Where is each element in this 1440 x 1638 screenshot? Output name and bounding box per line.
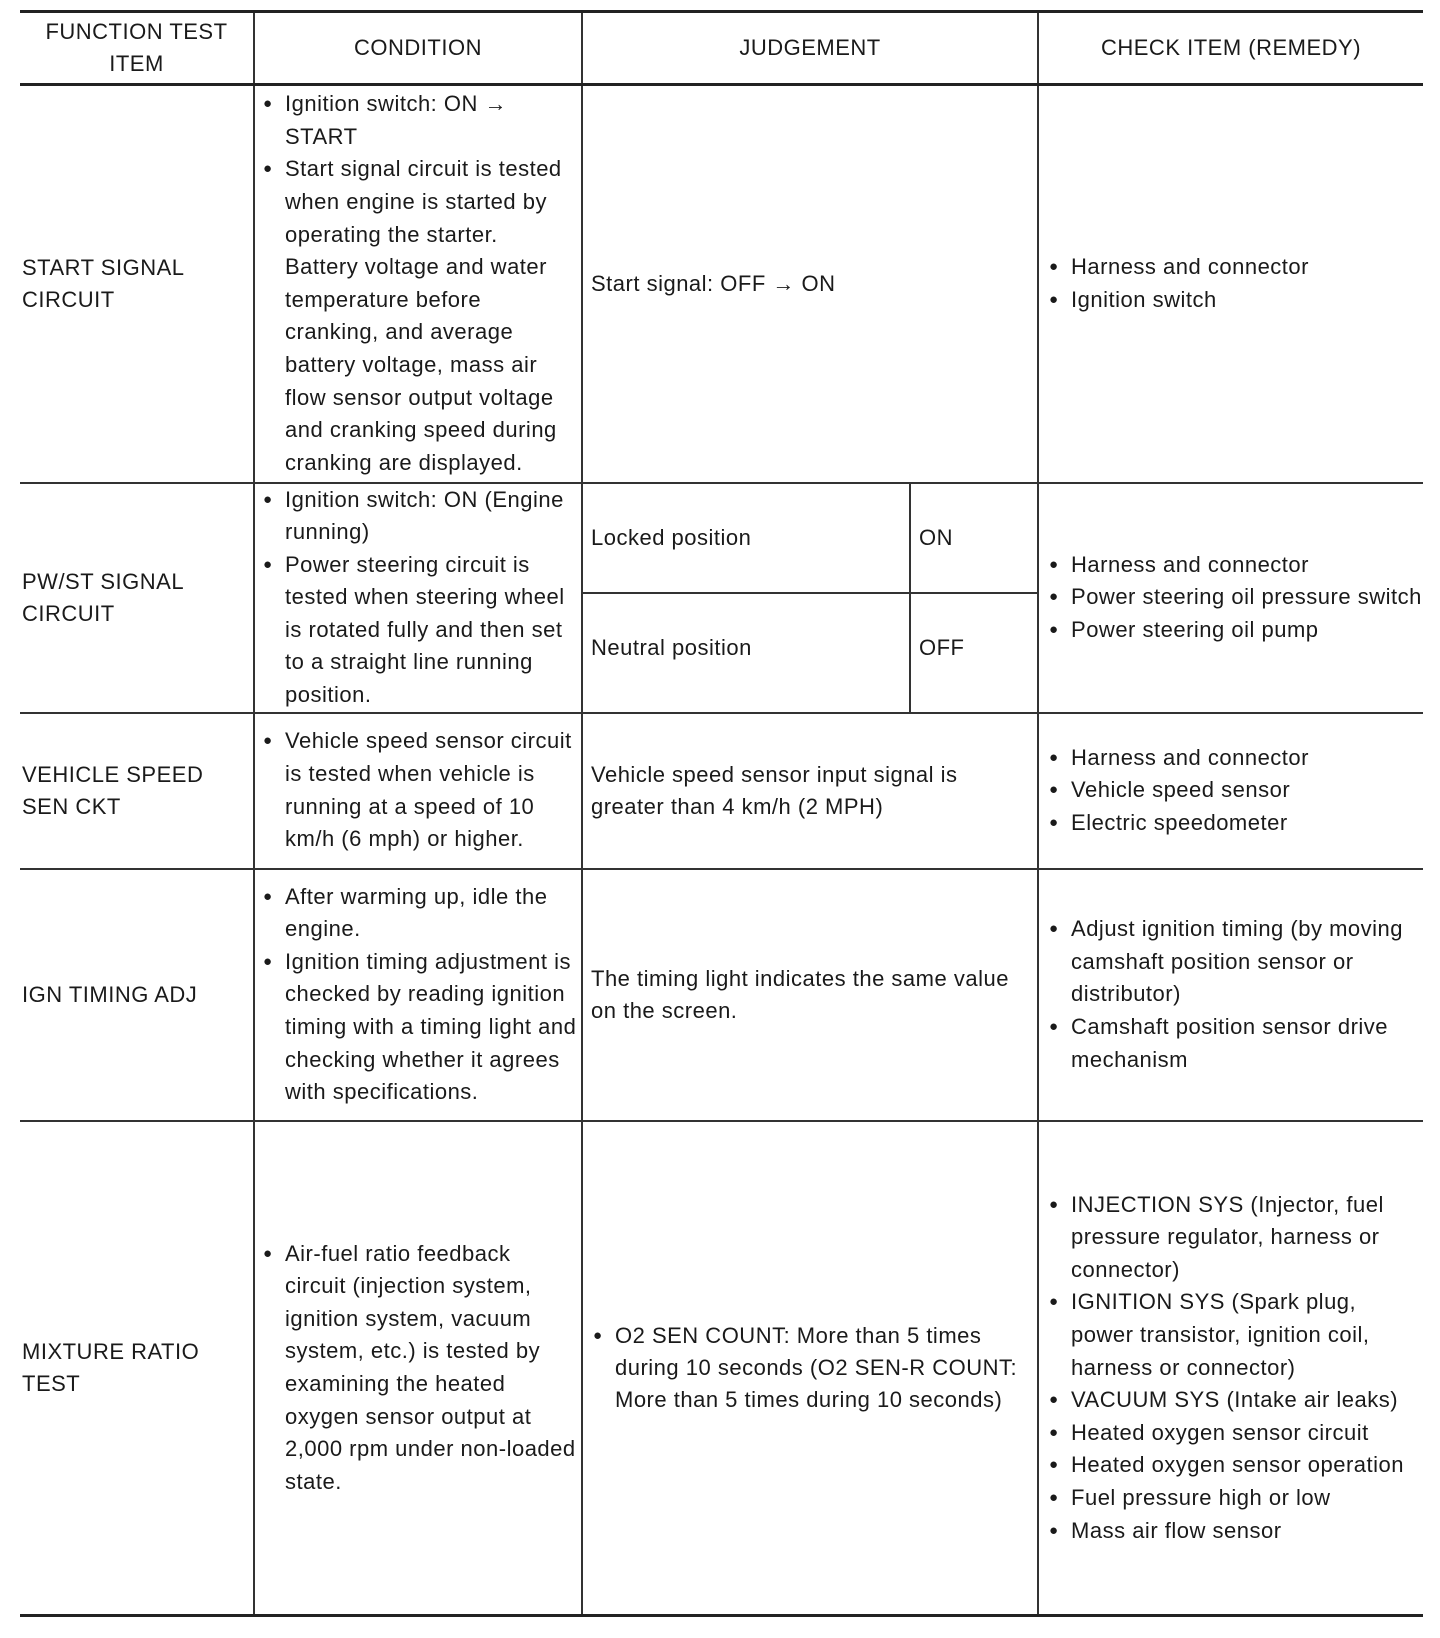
judgement-value-cell: [910, 483, 1038, 713]
check-item-bullet: ● Heated oxygen sensor circuit: [1047, 1417, 1423, 1450]
check-item-cell: [1038, 85, 1423, 483]
judgement-position-neutral: Neutral position: [591, 634, 752, 660]
judgement-position-locked: Locked position: [591, 524, 752, 550]
condition-cell: [254, 483, 582, 713]
judgement-cell: The timing light indicates the same value on the screen.: [582, 869, 1038, 1121]
check-item-bullet: ● Power steering oil pump: [1047, 614, 1423, 647]
condition-bullet: ● Air-fuel ratio feedback circuit (injection system, ignition system, vacuum system, etc.) is tested by examining the heated oxygen sensor output at 2,000 rpm under non-loaded state.: [261, 1238, 577, 1499]
check-item-bullet: ● Ignition switch: [1047, 284, 1423, 317]
table-row: [20, 713, 1423, 869]
header-judgement: JUDGEMENT: [582, 12, 1038, 85]
check-item-bullet: ● Heated oxygen sensor operation: [1047, 1449, 1423, 1482]
check-item-bullet: ● Vehicle speed sensor: [1047, 774, 1423, 807]
function-test-item: [20, 713, 254, 869]
judgement-cell: Start signal: OFF → ON: [582, 85, 1038, 483]
item-label: PW/ST SIGNAL CIRCUIT: [22, 568, 185, 626]
condition-cell: [254, 1121, 582, 1616]
condition-bullet: ● Ignition timing adjustment is checked by reading ignition timing with a timing light and checking whether it agrees with specifications.: [261, 946, 577, 1109]
function-test-item: [20, 869, 254, 1121]
check-item-bullet: ● Harness and connector: [1047, 742, 1423, 775]
item-label: START SIGNAL CIRCUIT: [22, 254, 185, 312]
check-item-cell: [1038, 1121, 1423, 1616]
item-label: IGN TIMING ADJ: [22, 981, 198, 1007]
table-row: [20, 869, 1423, 1121]
judgement-value-on: ON: [919, 524, 953, 550]
check-item-bullet: ● Electric speedometer: [1047, 807, 1423, 840]
table-row: [20, 85, 1423, 483]
item-label: MIXTURE RATIO TEST: [22, 1338, 200, 1396]
function-test-table: [20, 10, 1423, 1617]
condition-bullet: ● Ignition switch: ON → START: [261, 88, 577, 153]
condition-bullet: ● Start signal circuit is tested when engine is started by operating the starter. Battery voltage and water temperature before cranking, and average battery voltage, mass air flow sensor output voltage and cranking speed during cranking are displayed.: [261, 153, 577, 479]
condition-cell: [254, 713, 582, 869]
check-item-bullet: ● IGNITION SYS (Spark plug, power transistor, ignition coil, harness or connector): [1047, 1286, 1423, 1384]
condition-bullet: ● Vehicle speed sensor circuit is tested when vehicle is running at a speed of 10 km/h (6 mph) or higher.: [261, 725, 577, 855]
check-item-bullet: ● Harness and connector: [1047, 549, 1423, 582]
condition-cell: [254, 85, 582, 483]
check-item-bullet: ● VACUUM SYS (Intake air leaks): [1047, 1384, 1423, 1417]
check-item-bullet: ● INJECTION SYS (Injector, fuel pressure regulator, harness or connector): [1047, 1189, 1423, 1287]
check-item-bullet: ● Mass air flow sensor: [1047, 1515, 1423, 1548]
judgement-cell: Vehicle speed sensor input signal is greater than 4 km/h (2 MPH): [582, 713, 1038, 869]
function-test-item: [20, 483, 254, 713]
item-label: VEHICLE SPEED SEN CKT: [22, 761, 204, 819]
header-function-test-item: FUNCTION TEST ITEM: [20, 12, 254, 85]
check-item-bullet: ● Harness and connector: [1047, 251, 1423, 284]
judgement-value-off: OFF: [919, 634, 965, 660]
table-row: [20, 1121, 1423, 1616]
check-item-cell: [1038, 869, 1423, 1121]
condition-bullet: ● After warming up, idle the engine.: [261, 881, 577, 946]
check-item-bullet: ● Fuel pressure high or low: [1047, 1482, 1423, 1515]
judgement-cell: [582, 1121, 1038, 1616]
check-item-cell: [1038, 483, 1423, 713]
check-item-bullet: ● Camshaft position sensor drive mechanism: [1047, 1011, 1423, 1076]
judgement-bullet: ● O2 SEN COUNT: More than 5 times during 10 seconds (O2 SEN-R COUNT: More than 5 times during 10 seconds): [591, 1320, 1037, 1416]
condition-cell: [254, 869, 582, 1121]
check-item-bullet: ● Adjust ignition timing (by moving camshaft position sensor or distributor): [1047, 913, 1423, 1011]
condition-bullet: ● Power steering circuit is tested when steering wheel is rotated fully and then set to a straight line running position.: [261, 549, 577, 712]
check-item-cell: [1038, 713, 1423, 869]
condition-bullet: ● Ignition switch: ON (Engine running): [261, 484, 577, 549]
header-row: [20, 12, 1423, 85]
function-test-item: [20, 85, 254, 483]
judgement-position-cell: [582, 483, 910, 713]
header-condition: CONDITION: [254, 12, 582, 85]
check-item-bullet: ● Power steering oil pressure switch: [1047, 581, 1423, 614]
header-check-item: CHECK ITEM (REMEDY): [1038, 12, 1423, 85]
function-test-item: [20, 1121, 254, 1616]
table-row: [20, 483, 1423, 713]
